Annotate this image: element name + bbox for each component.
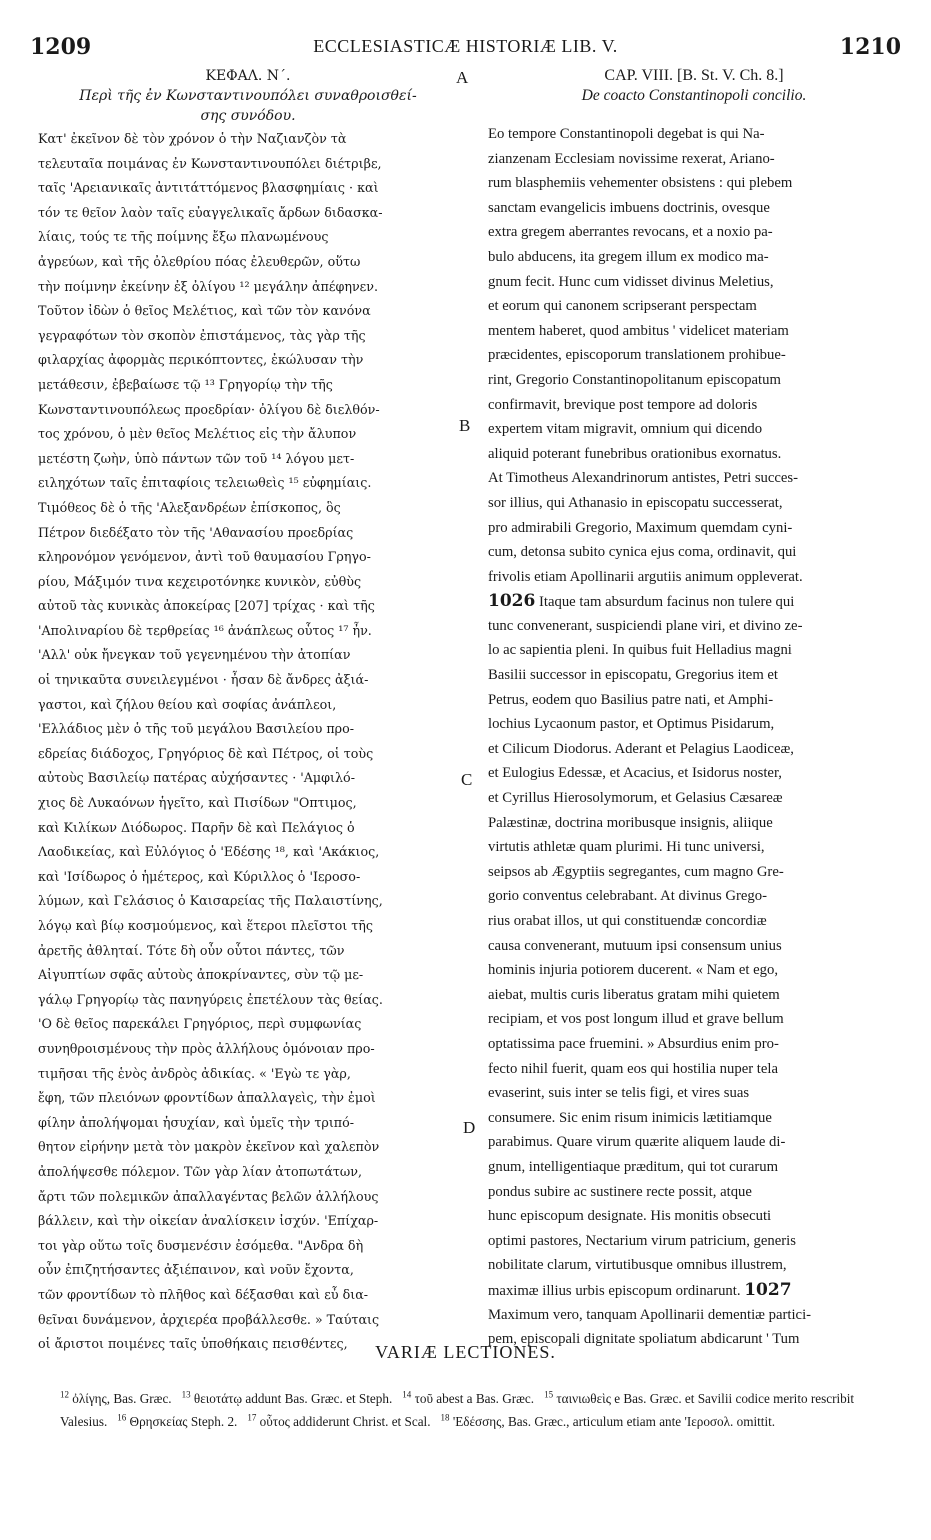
- greek-text-line: [38, 865, 458, 890]
- greek-text-line: [38, 447, 458, 472]
- latin-line-text: lochius Lycaonum pastor, et Optimus Pisidarum,: [488, 716, 775, 733]
- greek-line-text: τῶν φροντίδων τὸ πλῆθος καὶ δέξασθαι καὶ εὖ δια-: [38, 1286, 369, 1302]
- latin-text-line: [488, 983, 900, 1008]
- greek-line-text: 'Ελλάδιος μὲν ὁ τῆς τοῦ μεγάλου Βασιλείου προ-: [38, 721, 355, 737]
- note-number: 16: [117, 1412, 127, 1423]
- latin-line-text: aiebat, multis curis liberatus gratam mihi quietem: [488, 986, 780, 1003]
- greek-text-line: [38, 963, 458, 988]
- greek-text-line: [38, 422, 458, 447]
- latin-line-text: zianzenam Ecclesiam novissime rexerat, Ariano-: [488, 150, 775, 167]
- latin-line-text: Petrus, eodem quo Basilius patre nati, et Amphi-: [488, 691, 774, 708]
- latin-text-line: [488, 663, 900, 688]
- latin-line-text: optatissima pace fruemini. » Absurdius enim pro-: [488, 1035, 779, 1052]
- margin-marker-a: A: [456, 68, 469, 87]
- page-title: ECCLESIASTICÆ HISTORIÆ LIB. V.: [313, 36, 618, 56]
- greek-text-line: [38, 545, 458, 570]
- latin-line-text: hominis injuria potiorem ducerent. « Nam et ego,: [488, 962, 779, 979]
- latin-text-line: [488, 196, 900, 221]
- page-number-right: 1210: [839, 34, 901, 60]
- latin-line-text: expertem vitam migravit, omnium qui dicendo: [488, 421, 763, 438]
- latin-text-line: [488, 614, 900, 639]
- latin-line-text: optimi pastores, Nectarium virum patricium, generis: [488, 1232, 796, 1249]
- latin-line-text: et eorum qui canonem scripserant perspectam: [488, 298, 757, 315]
- latin-line-text: et Cyrillus Hierosolymorum, et Gelasius Cæsareæ: [488, 790, 783, 807]
- latin-text-line: [488, 1130, 900, 1155]
- latin-line-text: fecto nihil fuerit, quam eos qui hostilia nuper tela: [488, 1060, 778, 1077]
- column-number: 1027: [744, 1279, 792, 1300]
- latin-text-line: [488, 417, 900, 442]
- note-text: τοῦ abest a Bas. Græc.: [414, 1391, 535, 1407]
- latin-line-text: tunc convenerant, suspiciendi plane viri, et divino ze-: [488, 617, 803, 634]
- latin-text-line: [488, 737, 900, 762]
- greek-text-line: [38, 1308, 458, 1333]
- latin-text-line: [488, 393, 900, 418]
- greek-text-line: [38, 225, 458, 250]
- variant-note: [441, 1414, 776, 1429]
- greek-line-text: γάλῳ Γρηγορίῳ τὰς πανηγύρεις ἐπετέλουν τὰς θείας.: [38, 991, 383, 1007]
- latin-line-text: confirmavit, brevique post tempore ad doloris: [488, 396, 758, 413]
- greek-text-line: [38, 201, 458, 226]
- note-text: θειοτάτῳ addunt Bas. Græc. et Steph.: [193, 1391, 393, 1407]
- greek-line-text: Κωνσταντινουπόλεως προεδρίαν· ὀλίγου δὲ διελθόν-: [38, 401, 380, 417]
- greek-line-text: λίαις, τούς τε τῆς ποίμνης ἔξω πλανωμένους: [38, 229, 329, 245]
- note-text: οὗτος addiderunt Christ. et Scal.: [259, 1413, 431, 1429]
- latin-text-line: [488, 147, 900, 172]
- greek-text-line: [38, 889, 458, 914]
- greek-text-line: [38, 1135, 458, 1160]
- greek-chapter-heading: ΚΕΦΑΛ. Ν΄.: [205, 68, 291, 84]
- greek-text-line: [38, 373, 458, 398]
- greek-line-text: χιος δὲ Λυκαόνων ἡγεῖτο, καὶ Πισίδων "Οπτιμος,: [38, 795, 357, 811]
- latin-text-line: [488, 835, 900, 860]
- greek-line-text: τος χρόνου, ὁ μὲν θεῖος Μελέτιος εἰς τὴν ἄλυπον: [38, 426, 357, 442]
- latin-text-line: [488, 565, 900, 590]
- latin-line-text: nobilitate clarum, virtutibusque omnibus illustrem,: [488, 1257, 787, 1274]
- latin-text-body: [488, 122, 900, 1352]
- latin-line-text: gnum fecit. Hunc cum vidisset divinus Meletius,: [488, 273, 774, 290]
- latin-line-text: Maximum vero, tanquam Apollinarii dementiæ partici-: [488, 1306, 812, 1323]
- greek-text-line: [38, 521, 458, 546]
- latin-text-line: [488, 1032, 900, 1057]
- greek-line-text: φιλαρχίας ἀφορμὰς περικόπτοντες, ἐκώλυσαν τὴν: [38, 352, 364, 368]
- greek-text-line: [38, 324, 458, 349]
- greek-line-text: ταῖς 'Αρειανικαῖς ἀντιτάττόμενος βλασφημίαις · καὶ: [38, 180, 379, 196]
- greek-text-line: [38, 594, 458, 619]
- greek-text-line: [38, 1258, 458, 1283]
- latin-line-text: pondus subire ac sustinere recte possit, atque: [488, 1183, 752, 1200]
- variant-note: [402, 1391, 534, 1406]
- greek-text-line: [38, 176, 458, 201]
- latin-text-line: [488, 294, 900, 319]
- latin-text-line: [488, 1106, 900, 1131]
- latin-line-text: hunc episcopum designate. His monitis obsecuti: [488, 1208, 772, 1225]
- greek-line-text: οἱ ἄριστοι ποιμένες ταῖς ὑποθήκαις πεισθέντες,: [38, 1336, 348, 1352]
- latin-line-text: frivolis etiam Apollinarii argutiis animum oppleverat.: [488, 568, 803, 585]
- greek-line-text: Κατ' ἐκεῖνον δὲ τὸν χρόνον ὁ τὴν Ναζιανζὸν τὰ: [38, 131, 347, 146]
- greek-line-text: εδρείας διάδοχος, Γρηγόριος δὲ καὶ Πέτρος, οἱ τοὺς: [38, 745, 374, 761]
- greek-subheading-line: σης συνόδου.: [200, 108, 296, 124]
- latin-line-text: præcidentes, episcoporum translationem prohibue-: [488, 347, 786, 364]
- latin-text-line: [488, 122, 900, 147]
- greek-text-line: [38, 398, 458, 423]
- latin-text-line: [488, 1081, 900, 1106]
- greek-line-text: ἀπολήψεσθε πόλεμον. Τῶν γὰρ λίαν ἀτοπωτάτων,: [38, 1163, 363, 1179]
- greek-line-text: Λαοδικείας, καὶ Εὐλόγιος ὁ 'Εδέσης ¹⁸, καὶ 'Ακάκιος,: [38, 844, 380, 860]
- note-number: 12: [60, 1390, 69, 1400]
- variant-note: [117, 1414, 237, 1429]
- latin-line-text: cum, detonsa subito cynica ejus coma, ordinavit, qui: [488, 544, 797, 561]
- note-number: 15: [544, 1390, 554, 1400]
- latin-line-text: gnum, intelligentiaque præditum, qui tot curarum: [488, 1158, 779, 1175]
- latin-text-line: [488, 1278, 900, 1303]
- greek-text-line: [38, 570, 458, 595]
- margin-marker-b: B: [459, 416, 471, 435]
- latin-text-line: [488, 343, 900, 368]
- latin-text-line: [488, 638, 900, 663]
- latin-text-line: [488, 1180, 900, 1205]
- greek-text-line: [38, 1185, 458, 1210]
- latin-text-line: [488, 245, 900, 270]
- margin-marker-c: C: [461, 770, 473, 789]
- latin-text-line: [488, 1204, 900, 1229]
- greek-column: [38, 66, 458, 1357]
- column-number: 1026: [488, 591, 536, 612]
- latin-line-text: sor illius, qui Athanasio in episcopatu successerat,: [488, 494, 783, 511]
- latin-text-line: [488, 1253, 900, 1278]
- latin-line-text: mentem haberet, quod ambitus ' videlicet materiam: [488, 322, 789, 339]
- variant-note: [247, 1414, 430, 1429]
- greek-line-text: 'Απολιναρίου δὲ τερθρείας ¹⁶ ἀνάπλεως οὗτος ¹⁷ ἦν.: [38, 622, 372, 638]
- latin-line-text: lo ac sapientia pleni. In quibus fuit Helladius magni: [488, 642, 792, 659]
- variae-lectiones-title: VARIÆ LECTIONES.: [375, 1342, 556, 1362]
- latin-text-line: [488, 368, 900, 393]
- greek-line-text: Πέτρον διεδέξατο τὸν τῆς 'Αθανασίου προεδρίας: [38, 524, 354, 540]
- latin-line-text: extra gregem aberrantes revocans, et a noxio pa-: [488, 224, 773, 241]
- note-text: 'Εδέσσης, Bas. Græc., articulum etiam ante 'Ιεροσολ. omittit.: [452, 1413, 776, 1429]
- latin-line-text: parabimus. Quare virum quærite aliquem laude di-: [488, 1134, 786, 1151]
- greek-line-text: ειληχότων ταῖς ἐπιταφίοις τελειωθεὶς ¹⁵ εὐφημίαις.: [38, 475, 372, 491]
- latin-chapter-heading: CAP. VIII. [B. St. V. Ch. 8.]: [604, 67, 784, 84]
- greek-line-text: ἄρτι τῶν πολεμικῶν ἀπαλλαγέντας βελῶν ἀλλήλους: [38, 1188, 379, 1204]
- greek-text-line: [38, 717, 458, 742]
- latin-text-line: [488, 1007, 900, 1032]
- greek-line-text: 'Ο δὲ θεῖος παρεκάλει Γρηγόριος, περὶ συμφωνίας: [38, 1016, 362, 1032]
- greek-text-line: [38, 914, 458, 939]
- greek-line-text: γεγραφότων τὸν σκοπὸν ἐπιστάμενος, τὰς γὰρ τῆς: [38, 327, 366, 343]
- greek-text-line: [38, 939, 458, 964]
- variant-note: [60, 1391, 172, 1406]
- latin-text-line: [488, 516, 900, 541]
- latin-text-line: [488, 934, 900, 959]
- greek-line-text: αὐτοῦ τὰς κυνικὰς ἀποκείρας [207] τρίχας · καὶ τῆς: [38, 598, 375, 614]
- greek-line-text: ἀρετῆς ἀθληταί. Τότε δὴ οὖν οὗτοι πάντες, τῶν: [38, 942, 345, 958]
- greek-line-text: γαστοι, καὶ ζήλου θείου καὶ σοφίας ἀνάπλεοι,: [38, 696, 337, 712]
- greek-text-line: [38, 1160, 458, 1185]
- greek-line-text: συνηθροισμένους τὴν πρὸς ἀλλήλους ὁμόνοιαν προ-: [38, 1040, 375, 1056]
- latin-line-text: pro admirabili Gregorio, Maximum quemdam cyni-: [488, 519, 793, 536]
- latin-text-line: [488, 1057, 900, 1082]
- latin-line-text: bulo abducens, ita gregem illum ex modico ma-: [488, 248, 769, 265]
- latin-text-line: [488, 491, 900, 516]
- greek-text-line: [38, 1062, 458, 1087]
- greek-line-text: καὶ Κιλίκων Διόδωρος. Παρῆν δὲ καὶ Πελάγιος ὁ: [38, 819, 355, 835]
- greek-text-line: [38, 1086, 458, 1111]
- latin-text-line: [488, 1155, 900, 1180]
- latin-text-line: [488, 1303, 900, 1328]
- greek-line-text: τοι γὰρ οὕτω τοῖς δυσμενέσιν ἐσόμεθα. "Ανδρα δὴ: [38, 1237, 364, 1253]
- greek-text-line: [38, 1012, 458, 1037]
- latin-column: [488, 66, 900, 1352]
- latin-line-text: gorio conventus celebrabant. At divinus Grego-: [488, 888, 767, 905]
- greek-text-line: [38, 816, 458, 841]
- note-text: ὀλίγης, Bas. Græc.: [72, 1391, 172, 1407]
- note-number: 14: [402, 1390, 412, 1400]
- greek-line-text: Αἰγυπτίων σφᾶς αὐτοὺς ἀποκρίναντες, σὺν τῷ με-: [38, 967, 364, 983]
- greek-text-line: [38, 840, 458, 865]
- latin-text-line: [488, 270, 900, 295]
- latin-text-line: [488, 786, 900, 811]
- greek-line-text: οἱ τηνικαῦτα συνειλεγμένοι · ἦσαν δὲ ἄνδρες ἀξιά-: [38, 672, 369, 688]
- greek-text-line: [38, 299, 458, 324]
- greek-text-line: [38, 1037, 458, 1062]
- greek-line-text: λύμων, καὶ Γελάσιος ὁ Καισαρείας τῆς Παλαιστίνης,: [38, 893, 383, 909]
- note-text: Θρησκείας Steph. 2.: [129, 1413, 238, 1429]
- latin-line-text: rius orabat illos, ut qui constituendæ concordiæ: [488, 913, 767, 929]
- latin-line-text: evaserint, suis inter se telis figi, et vires suas: [488, 1085, 750, 1102]
- latin-line-text: seipsos ab Ægyptiis segregantes, cum magno Gre-: [488, 863, 784, 880]
- greek-text-line: [38, 1283, 458, 1308]
- greek-text-body: [38, 127, 458, 1357]
- greek-text-line: [38, 275, 458, 300]
- variant-note: [182, 1391, 393, 1406]
- greek-text-line: [38, 693, 458, 718]
- latin-text-line: [488, 958, 900, 983]
- latin-line-text: pem, episcopali dignitate spoliatum abdicarunt ' Tum: [488, 1331, 800, 1348]
- greek-text-line: [38, 988, 458, 1013]
- greek-line-text: Τοῦτον ἰδὼν ὁ θεῖος Μελέτιος, καὶ τῶν τὸν κανόνα: [38, 303, 371, 319]
- greek-line-text: θεῖναι δυνάμενον, ἀρχιερέα προβάλλεσθε. » Ταύταις: [38, 1311, 380, 1327]
- note-number: 13: [181, 1390, 191, 1400]
- latin-text-line: [488, 1229, 900, 1254]
- greek-line-text: τὴν ποίμνην ἐκείνην ἐξ ὀλίγου ¹² μεγάλην ἀπέφηνεν.: [38, 278, 378, 294]
- greek-line-text: 'Αλλ' οὐκ ἤνεγκαν τοῦ γεγενημένου τὴν ἀτοπίαν: [38, 647, 351, 663]
- greek-text-line: [38, 348, 458, 373]
- greek-text-line: [38, 766, 458, 791]
- greek-line-text: φίλην ἀπολήψομαι ἡσυχίαν, καὶ ὑμεῖς τὴν τριπό-: [38, 1114, 355, 1130]
- greek-line-text: τιμῆσαι τῆς ἑνὸς ἀνδρὸς ἀδικίας. « 'Εγὼ τε γὰρ,: [38, 1065, 351, 1081]
- greek-line-text: λόγῳ καὶ βίῳ κοσμούμενος, καὶ ἕτεροι πλεῖστοι τῆς: [38, 918, 373, 933]
- variae-lectiones-notes: [60, 1386, 898, 1431]
- note-number: 18: [440, 1412, 450, 1423]
- latin-line-text: virtutis athletæ quam plurimi. Hi tunc universi,: [488, 839, 765, 856]
- page-number-left: 1209: [30, 34, 92, 60]
- greek-text-line: [38, 471, 458, 496]
- latin-text-line: [488, 884, 900, 909]
- greek-text-line: [38, 1111, 458, 1136]
- latin-line-text: recipiam, et vos post longum illud et grave bellum: [488, 1011, 784, 1028]
- margin-marker-d: D: [463, 1118, 476, 1137]
- latin-text-line: [488, 540, 900, 565]
- latin-line-text: et Eulogius Edessæ, et Acacius, et Isidorus noster,: [488, 765, 782, 782]
- latin-text-line: [488, 319, 900, 344]
- greek-text-line: [38, 619, 458, 644]
- greek-line-text: οὖν ἐπιζητήσαντες ἀξιέπαινον, καὶ νοῦν ἔχοντα,: [38, 1262, 354, 1278]
- latin-text-line: [488, 589, 900, 614]
- latin-line-text: aliquid poterant funebribus orationibus exornatus.: [488, 445, 782, 462]
- latin-line-text: rum blasphemiis vehementer obsistens : qui plebem: [488, 175, 793, 192]
- greek-line-text: ἀγρεύων, καὶ τῆς ὀλεθρίου πόας ἐλευθερῶν, οὕτω: [38, 253, 361, 269]
- greek-line-text: θητον εἰρήνην μετὰ τὸν μακρὸν ἐκεῖνον καὶ χαλεπὸν: [38, 1139, 380, 1155]
- latin-text-line: [488, 466, 900, 491]
- greek-subheading-line: Περὶ τῆς ἐν Κωνσταντινουπόλει συναθροισθεί-: [79, 88, 417, 104]
- greek-line-text: μετέστη ζωὴν, ὑπὸ πάντων τῶν τοῦ ¹⁴ λόγου μετ-: [38, 450, 355, 466]
- latin-text-line: [488, 811, 900, 836]
- greek-text-line: [38, 742, 458, 767]
- greek-text-line: [38, 643, 458, 668]
- latin-line-text: Eo tempore Constantinopoli degebat is qui Na-: [488, 126, 765, 142]
- greek-text-line: [38, 791, 458, 816]
- latin-text-line: [488, 442, 900, 467]
- greek-chapter-subheading: [38, 86, 458, 126]
- greek-line-text: ρίου, Μάξιμόν τινα κεχειροτόνηκε κυνικὸν, εὐθὺς: [38, 573, 362, 589]
- latin-line-text: Basilii successor in episcopatu, Gregorius item et: [488, 667, 779, 684]
- greek-text-line: [38, 250, 458, 275]
- greek-text-line: [38, 668, 458, 693]
- latin-line-text: At Timotheus Alexandrinorum antistes, Petri succes-: [488, 470, 799, 487]
- greek-line-text: ἔφη, τῶν πλειόνων φροντίδων ἀπαλλαγεὶς, τὴν ἐμοὶ: [38, 1090, 376, 1106]
- running-head: [30, 34, 901, 60]
- latin-text-line: [488, 909, 900, 934]
- greek-text-line: [38, 127, 458, 152]
- greek-line-text: βάλλειν, καὶ τὴν οἰκείαν ἀναλίσκειν ἰσχύν. 'Επίχαρ-: [38, 1213, 379, 1229]
- latin-line-text: et Cilicum Diodorus. Aderant et Pelagius Laodiceæ,: [488, 740, 794, 757]
- greek-text-line: [38, 1234, 458, 1259]
- latin-line-text: Palæstinæ, doctrina moribusque insignis, aliique: [488, 814, 773, 831]
- greek-text-line: [38, 496, 458, 521]
- latin-text-line: [488, 860, 900, 885]
- latin-line-text: maximæ illius urbis episcopum ordinarunt.: [488, 1282, 741, 1299]
- greek-line-text: αὐτοὺς Βασιλείῳ πατέρας αὐχήσαντες · 'Αμφιλό-: [38, 770, 355, 786]
- latin-text-line: [488, 688, 900, 713]
- greek-line-text: καὶ 'Ισίδωρος ὁ ἡμέτερος, καὶ Κύριλλος ὁ 'Ιεροσο-: [38, 868, 361, 884]
- latin-line-text: sanctam evangelicis imbuens doctrinis, ovesque: [488, 199, 770, 216]
- greek-line-text: Τιμόθεος δὲ ὁ τῆς 'Αλεξανδρέων ἐπίσκοπος, ὃς: [38, 499, 341, 515]
- greek-line-text: τελευταῖα ποιμάνας ἐν Κωνσταντινουπόλει διέτριβε,: [38, 155, 382, 171]
- latin-line-text: rint, Gregorio Constantinopolitanum episcopatum: [488, 371, 781, 388]
- greek-line-text: τόν τε θεῖον λαὸν ταῖς εὐαγγελικαῖς ἄρδων διδασκα-: [38, 204, 383, 220]
- latin-line-text: Itaque tam absurdum facinus non tulere qui: [539, 594, 795, 611]
- latin-text-line: [488, 712, 900, 737]
- latin-text-line: [488, 171, 900, 196]
- greek-text-line: [38, 152, 458, 177]
- greek-line-text: μετάθεσιν, ἐβεβαίωσε τῷ ¹³ Γρηγορίῳ τὴν τῆς: [38, 376, 333, 392]
- latin-line-text: causa convenerant, mutuum ipsi consensum unius: [488, 937, 782, 954]
- latin-text-line: [488, 761, 900, 786]
- latin-text-line: [488, 220, 900, 245]
- greek-line-text: κληρονόμον γενόμενον, ἀντὶ τοῦ θαυμασίου Γρηγο-: [38, 549, 371, 565]
- latin-chapter-subheading: De coacto Constantinopoli concilio.: [581, 87, 807, 104]
- note-text: ταινιωθεὶς e Bas. Græc. et Savilii codice merito rescribit Valesius.: [60, 1391, 855, 1429]
- greek-text-line: [38, 1209, 458, 1234]
- latin-line-text: consumere. Sic enim risum inimicis lætitiamque: [488, 1109, 772, 1126]
- note-number: 17: [247, 1412, 257, 1423]
